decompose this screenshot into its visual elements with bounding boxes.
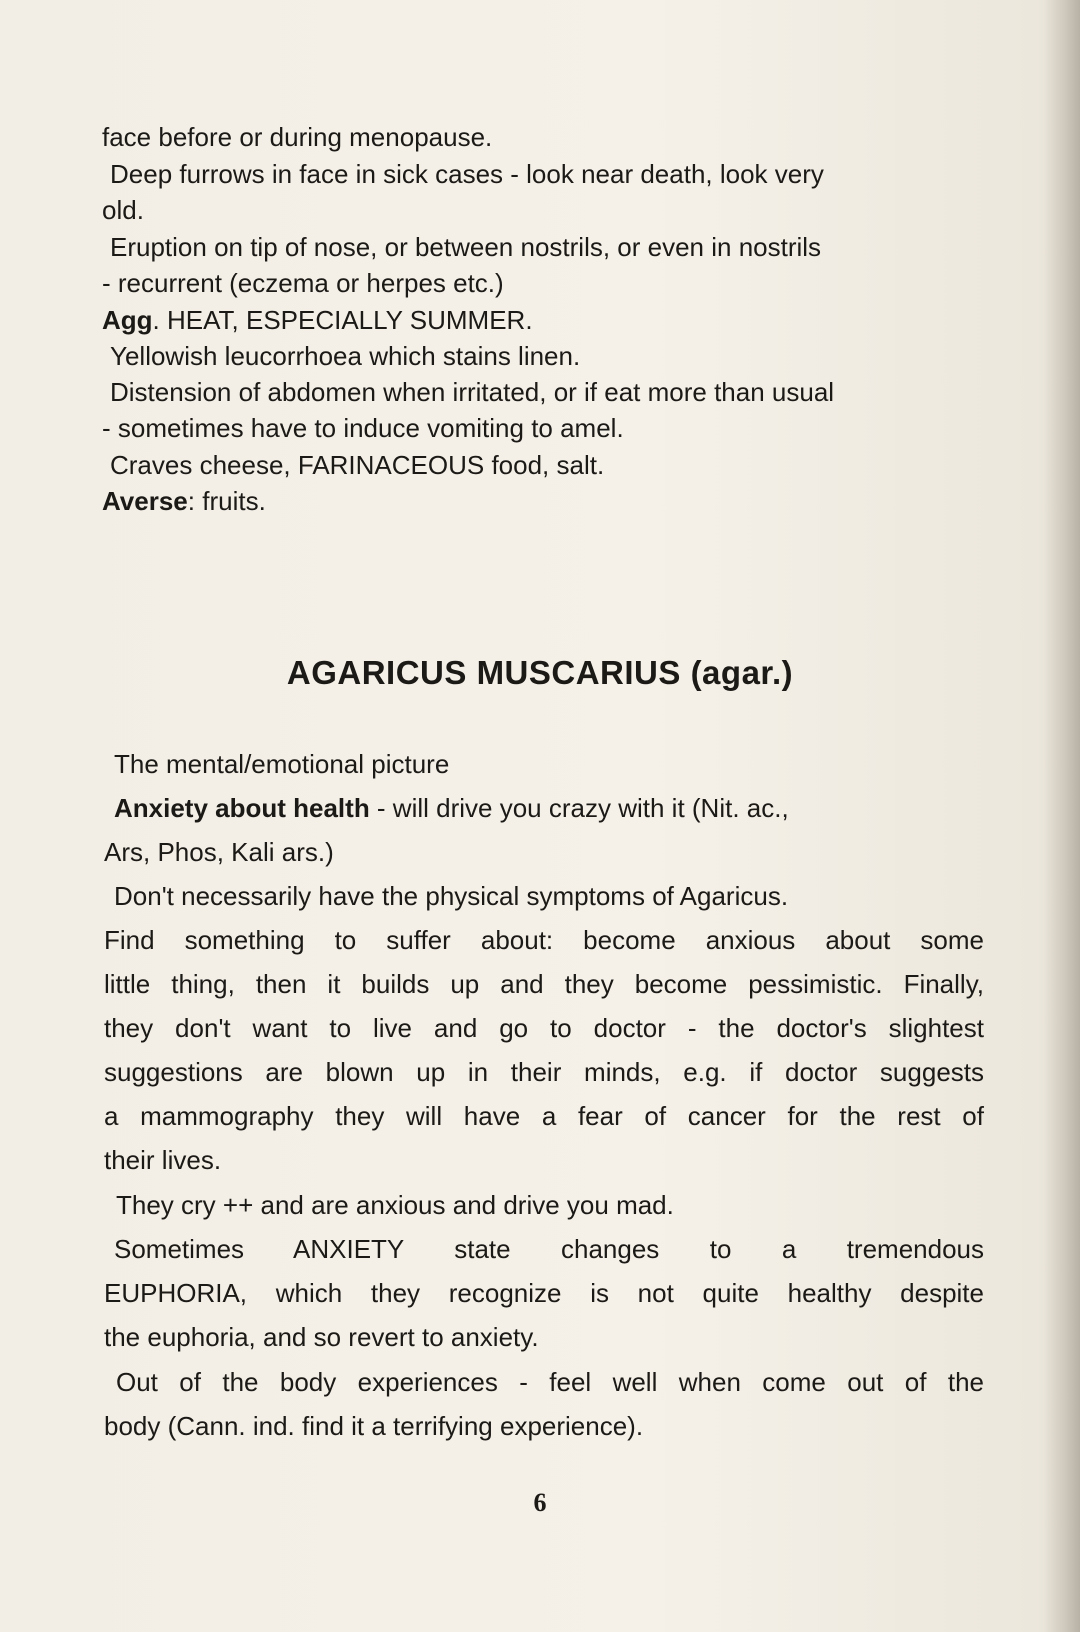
agg-label: Agg [102, 305, 153, 335]
text-line: Craves cheese, FARINACEOUS food, salt. [110, 450, 605, 480]
text-line: Don't necessarily have the physical symptoms of Agaricus. [114, 881, 789, 911]
paragraph-line: little thing, then it builds up and they become pessimistic. Finally, [104, 969, 984, 999]
page-number: 6 [533, 1488, 547, 1517]
text-line: Ars, Phos, Kali ars.) [104, 837, 334, 867]
page-spine-shadow [1044, 0, 1080, 1632]
text-line: - sometimes have to induce vomiting to amel. [102, 413, 624, 443]
anxiety-bold: Anxiety about health [114, 793, 370, 823]
paragraph-line: Sometimes ANXIETY state changes to a tremendous [114, 1234, 984, 1264]
text-line: face before or during menopause. [102, 122, 493, 152]
text-line: - recurrent (eczema or herpes etc.) [102, 268, 504, 298]
paragraph-line: Find something to suffer about: become anxious about some [104, 925, 984, 955]
averse-label: Averse [102, 486, 188, 516]
text-line: Eruption on tip of nose, or between nostrils, or even in nostrils [110, 232, 822, 262]
text-line: Yellowish leucorrhoea which stains linen. [110, 341, 581, 371]
section-heading: AGARICUS MUSCARIUS (agar.) [286, 654, 794, 691]
text-line: the euphoria, and so revert to anxiety. [104, 1322, 539, 1352]
text-line: their lives. [104, 1145, 222, 1175]
agg-text: . HEAT, ESPECIALLY SUMMER. [152, 305, 533, 335]
subtitle: The mental/emotional picture [114, 749, 450, 779]
averse-text: : fruits. [187, 486, 266, 516]
paragraph-line: EUPHORIA, which they recognize is not quite healthy despite [104, 1278, 984, 1308]
anxiety-rest: - will drive you crazy with it (Nit. ac., [369, 793, 789, 823]
text-line: Distension of abdomen when irritated, or if eat more than usual [110, 377, 835, 407]
paragraph-line: suggestions are blown up in their minds, e.g. if doctor suggests [104, 1057, 984, 1087]
text-line: Deep furrows in face in sick cases - look near death, look very [110, 159, 824, 189]
paragraph-line: they don't want to live and go to doctor - the doctor's slightest [104, 1013, 984, 1043]
paragraph-line: Out of the body experiences - feel well when come out of the [116, 1367, 984, 1397]
text-line: They cry ++ and are anxious and drive you mad. [116, 1190, 674, 1220]
anxiety-line [114, 791, 789, 825]
text-line: body (Cann. ind. find it a terrifying experience). [104, 1411, 644, 1441]
paragraph-line: a mammography they will have a fear of cancer for the rest of [104, 1101, 984, 1131]
agg-line [102, 303, 533, 337]
averse-line [102, 484, 266, 518]
text-line: old. [102, 195, 144, 225]
